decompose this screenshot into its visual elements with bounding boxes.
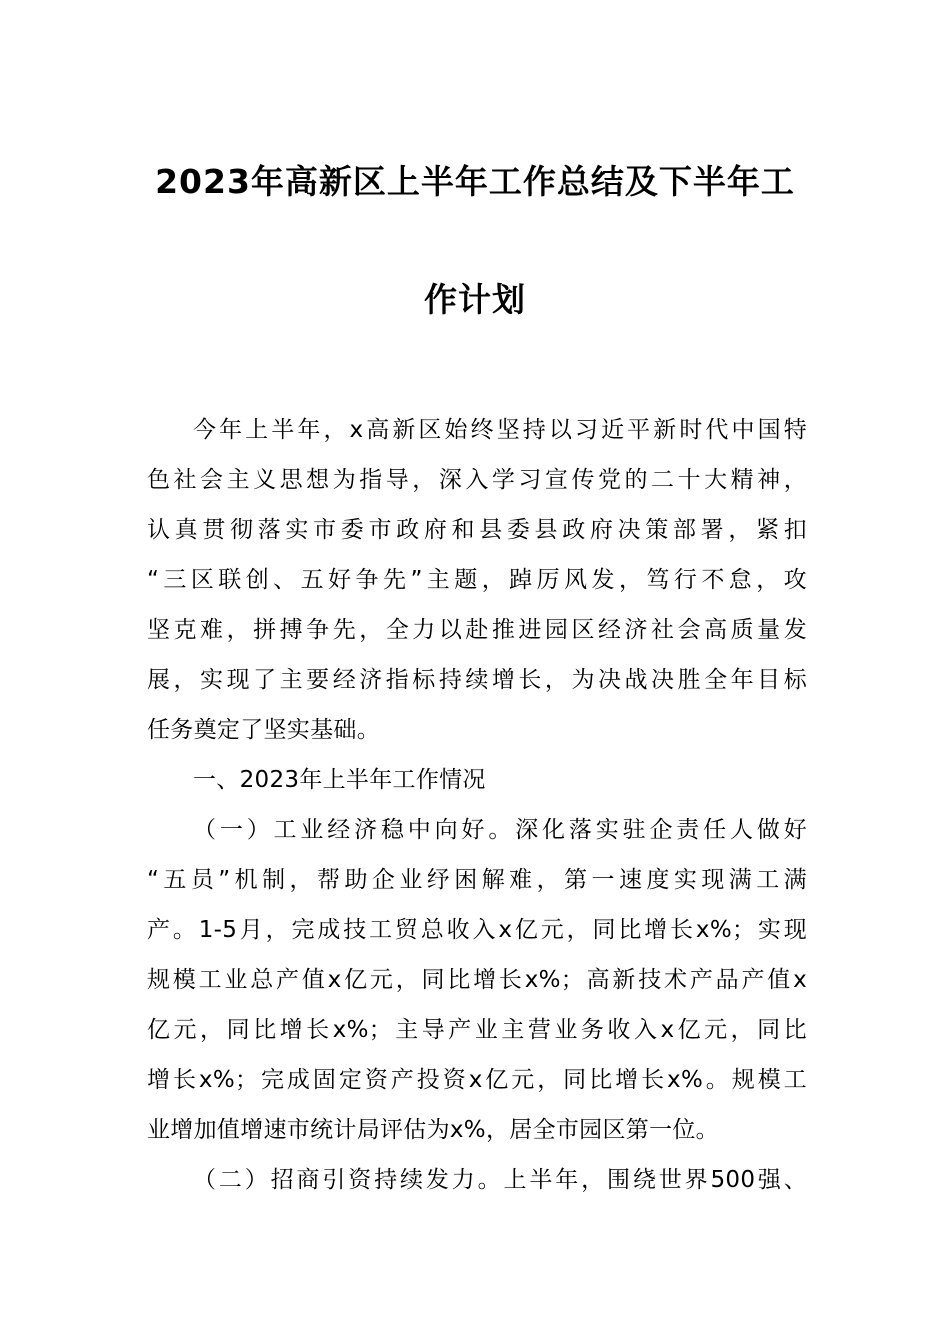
paragraph-line: 色社会主义思想为指导，深入学习宣传党的二十大精神，	[147, 467, 807, 493]
paragraph-line: 认真贯彻落实市委市政府和县委县政府决策部署，紧扣	[147, 517, 807, 543]
paragraph-line: 今年上半年，x高新区始终坚持以习近平新时代中国特	[193, 417, 807, 443]
paragraph-line: 增长x%；完成固定资产投资x亿元，同比增长x%。规模工	[147, 1067, 807, 1093]
paragraph-line: 亿元，同比增长x%；主导产业主营业务收入x亿元，同比	[147, 1017, 807, 1043]
paragraph-line: （二）招商引资持续发力。上半年，围绕世界500强、	[193, 1167, 807, 1193]
paragraph-line: “五员”机制，帮助企业纾困解难，第一速度实现满工满	[147, 867, 807, 893]
paragraph-line: “三区联创、五好争先”主题，踔厉风发，笃行不怠，攻	[147, 567, 807, 593]
section-heading: 一、2023年上半年工作情况	[193, 767, 486, 793]
paragraph-line: （一）工业经济稳中向好。深化落实驻企责任人做好	[193, 817, 807, 843]
document-title-line-2: 作计划	[424, 280, 526, 319]
paragraph-line: 坚克难，拼搏争先，全力以赴推进园区经济社会高质量发	[147, 617, 807, 643]
paragraph-line: 规模工业总产值x亿元，同比增长x%；高新技术产品产值x	[147, 967, 807, 993]
document-title-line-1: 2023年高新区上半年工作总结及下半年工	[155, 162, 795, 201]
paragraph-line: 产。1-5月，完成技工贸总收入x亿元，同比增长x%；实现	[147, 917, 807, 943]
paragraph-line: 展，实现了主要经济指标持续增长，为决战决胜全年目标	[147, 667, 807, 693]
paragraph-line: 业增加值增速市统计局评估为x%，居全市园区第一位。	[147, 1117, 719, 1143]
paragraph-line: 任务奠定了坚实基础。	[147, 717, 380, 743]
